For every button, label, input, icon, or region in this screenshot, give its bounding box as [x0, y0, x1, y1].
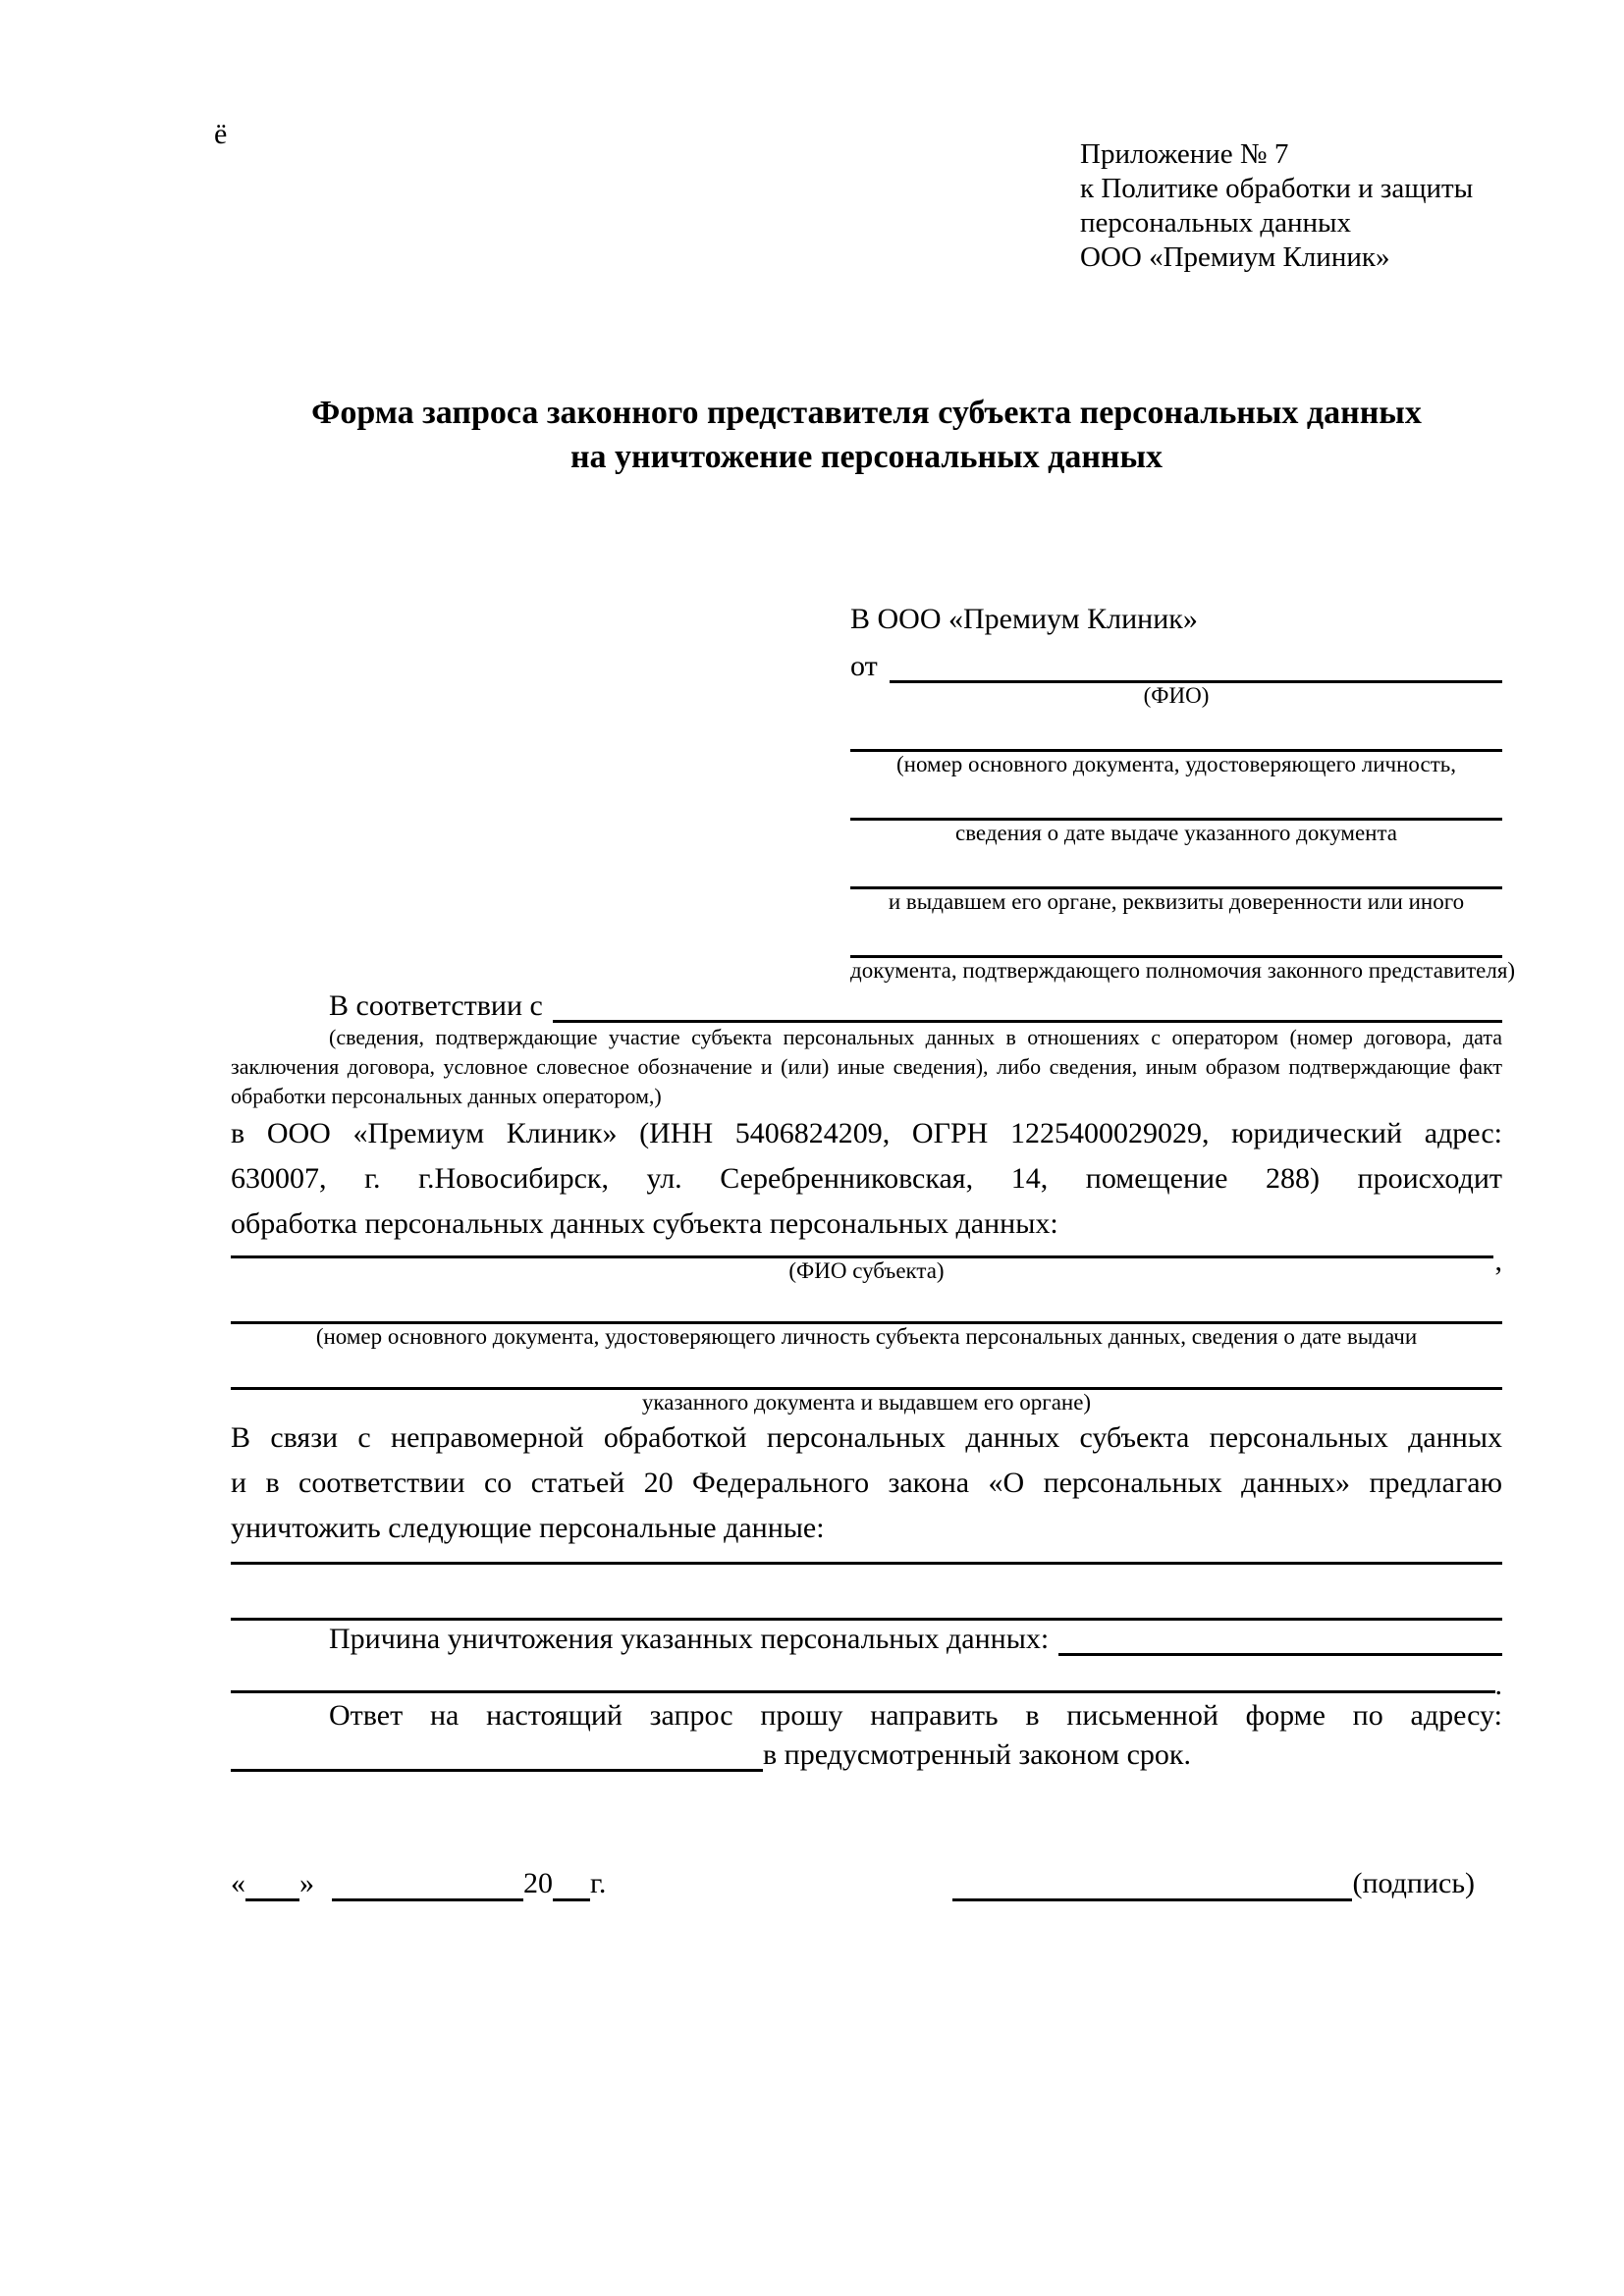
data-to-destroy-blank-line: [231, 1565, 1502, 1621]
appendix-line: Приложение № 7: [1080, 138, 1289, 170]
response-suffix: в предусмотренный законом срок.: [763, 1738, 1191, 1771]
addressee-to-line: В ООО «Премиум Клиник»: [850, 603, 1198, 635]
operator-paragraph-line: 630007, г. г.Новосибирск, ул. Серебренниковская, 14, помещение 288) происходит: [231, 1162, 1502, 1195]
representative-doc-blank-line: [850, 777, 1502, 821]
demand-paragraph-line: и в соответствии со статьей 20 Федерального закона «О персональных данных» предлагаю: [231, 1467, 1502, 1499]
subject-doc-blank-line: [231, 1284, 1502, 1324]
signature-caption: (подпись): [1352, 1867, 1475, 1899]
signature-group: [952, 1860, 1475, 1901]
period-char: .: [1494, 1669, 1502, 1701]
accordance-prefix: В соответствии с: [329, 989, 543, 1022]
year-suffix: г.: [590, 1867, 607, 1899]
document-title-line: на уничтожение персональных данных: [569, 439, 1164, 475]
appendix-line: к Политике обработки и защиты: [1080, 173, 1474, 204]
document-title: [231, 391, 1502, 479]
signature-blank-line: [952, 1860, 1352, 1901]
subject-doc-caption: (номер основного документа, удостоверяющего личность субъекта персональных данных, сведения о дате выдачи: [315, 1324, 1418, 1349]
operator-paragraph-line: в ООО «Премиум Клиник» (ИНН 5406824209, ОГРН 1225400029029, юридический адрес:: [231, 1117, 1502, 1149]
representative-doc-blank-line: [850, 709, 1502, 752]
accordance-note-line: (сведения, подтверждающие участие субъекта персональных данных в отношениях с оператором (номер договора, дата: [329, 1025, 1502, 1049]
trailing-comma: ,: [1494, 1245, 1502, 1277]
date-group: [231, 1860, 606, 1901]
operator-paragraph: [231, 1111, 1502, 1247]
close-guillemet: »: [299, 1867, 314, 1899]
addressee-block: [850, 599, 1516, 984]
document-title-line: Форма запроса законного представителя субъекта персональных данных: [311, 395, 1422, 431]
response-request-line: Ответ на настоящий запрос прошу направить в письменной форме по адресу:: [329, 1699, 1502, 1732]
field-caption: (номер основного документа, удостоверяющего личность,: [895, 752, 1456, 776]
subject-doc-caption: указанного документа и выдавшем его органе): [641, 1390, 1092, 1415]
representative-doc-blank-line: [850, 846, 1502, 889]
page-content: [231, 0, 1516, 1901]
data-to-destroy-blank-line: [231, 1551, 1502, 1565]
accordance-note: [231, 1023, 1502, 1111]
reason-row: [231, 1621, 1502, 1656]
appendix-line: персональных данных: [1080, 207, 1352, 239]
from-row: [850, 640, 1502, 683]
demand-paragraph-line: В связи с неправомерной обработкой персональных данных субъекта персональных данных: [231, 1421, 1502, 1454]
representative-doc-blank-line: [850, 915, 1502, 958]
year-blank-line: [553, 1860, 590, 1901]
response-address-row: [231, 1738, 1502, 1772]
accordance-note-line: заключения договора, условное словесное обозначение и (или) иные сведения), либо сведения, иным образом подтверждающие факт: [231, 1054, 1502, 1079]
month-blank-line: [332, 1860, 523, 1901]
reason-continuation-row: [231, 1656, 1502, 1701]
demand-paragraph: [231, 1415, 1502, 1551]
open-guillemet: «: [231, 1867, 245, 1899]
day-blank-line: [245, 1860, 299, 1901]
demand-paragraph-line: уничтожить следующие персональные данные:: [231, 1512, 825, 1544]
operator-paragraph-line: обработка персональных данных субъекта персональных данных:: [231, 1207, 1058, 1240]
subject-fio-caption: (ФИО субъекта): [788, 1258, 945, 1283]
year-prefix: 20: [523, 1867, 553, 1899]
field-caption: и выдавшем его органе, реквизиты доверенности или иного: [888, 889, 1465, 914]
field-caption: документа, подтверждающего полномочия законного представителя): [850, 958, 1516, 983]
from-label: от: [850, 650, 878, 682]
field-caption: сведения о дате выдаче указанного документа: [954, 821, 1398, 845]
appendix-line: ООО «Премиум Клиник»: [1080, 241, 1390, 273]
accordance-row: [231, 984, 1502, 1023]
fio-caption: (ФИО): [1143, 683, 1210, 708]
appendix-reference-block: [1080, 0, 1502, 275]
accordance-note-line: обработки персональных данных оператором,): [231, 1084, 662, 1108]
stray-char: ё: [214, 118, 228, 150]
reason-blank-line: [1058, 1653, 1502, 1656]
subject-doc-blank-line: [231, 1350, 1502, 1390]
address-blank-line: [231, 1738, 763, 1772]
reason-label: Причина уничтожения указанных персональных данных:: [329, 1623, 1050, 1655]
footer-row: [231, 1860, 1502, 1901]
